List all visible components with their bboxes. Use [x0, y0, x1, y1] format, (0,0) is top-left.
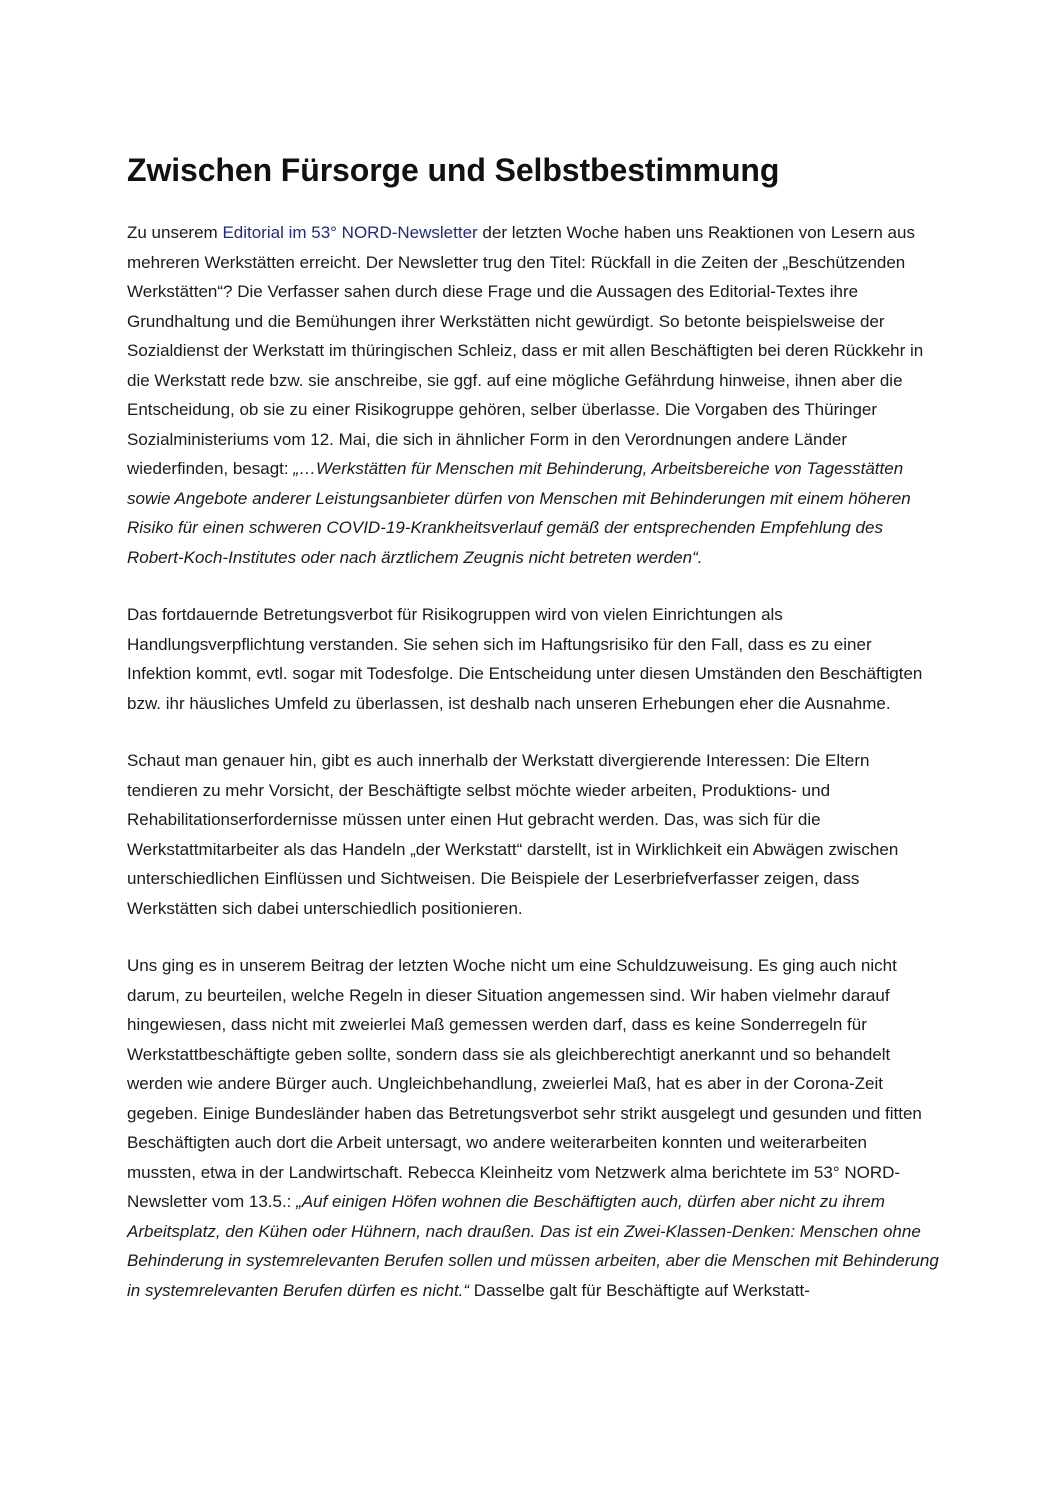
paragraph-1-body: der letzten Woche haben uns Reaktionen von Lesern aus mehreren Werkstätten erreicht. Der Newsletter trug den Titel: Rückfall in die Zeiten der „Beschützenden Werkstätten“? Die Verfasser sahen durch diese Frage und die Aussagen des Editorial-Textes ihre Grundhaltung und die Bemühungen ihrer Werkstätten nicht gewürdigt. So betonte beispielsweise der Sozialdienst der Werkstatt im thüringischen Schleiz, dass er mit allen Beschäftigten bei deren Rückkehr in die Werkstatt rede bzw. sie anschreibe, sie ggf. auf eine mögliche Gefährdung hinweise, ihnen aber die Entscheidung, ob sie zu einer Risikogruppe gehören, selber überlasse. Die Vorgaben des Thüringer Sozialministeriums vom 12. Mai, die sich in ähnlicher Form in den Verordnungen andere Länder wiederfinden, besagt:	[127, 223, 924, 478]
paragraph-4	[127, 951, 939, 1305]
editorial-link[interactable]: Editorial im 53° NORD-Newsletter	[222, 223, 478, 242]
paragraph-2: Das fortdauernde Betretungsverbot für Risikogruppen wird von vielen Einrichtungen als Handlungsverpflichtung verstanden. Sie sehen sich im Haftungsrisiko für den Fall, dass es zu einer Infektion kommt, evtl. sogar mit Todesfolge. Die Entscheidung unter diesen Umständen den Beschäftigten bzw. ihr häusliches Umfeld zu überlassen, ist deshalb nach unseren Erhebungen eher die Ausnahme.	[127, 605, 923, 713]
paragraph-4-body: Uns ging es in unserem Beitrag der letzten Woche nicht um eine Schuldzuweisung. Es ging auch nicht darum, zu beurteilen, welche Regeln in dieser Situation angemessen sind. Wir haben vielmehr darauf hingewiesen, dass nicht mit zweierlei Maß gemessen werden darf, dass es keine Sonderregeln für Werkstattbeschäftigte geben sollte, sondern dass sie als gleichberechtigt anerkannt und so behandelt werden wie andere Bürger auch. Ungleichbehandlung, zweierlei Maß, hat es aber in der Corona-Zeit gegeben. Einige Bundesländer haben das Betretungsverbot sehr strikt ausgelegt und gesunden und fitten Beschäftigten auch dort die Arbeit untersagt, wo andere weiterarbeiten konnten und weiterarbeiten mussten, etwa in der Landwirtschaft. Rebecca Kleinheitz vom Netzwerk alma berichtete im 53° NORD- Newsletter vom 13.5.:	[127, 956, 922, 1211]
article-title: Zwischen Fürsorge und Selbstbestimmung	[127, 152, 780, 188]
kleinheitz-quote: „Auf einigen Höfen wohnen die Beschäftigten auch, dürfen aber nicht zu ihrem Arbeitsplatz, den Kühen oder Hühnern, nach draußen. Das ist ein Zwei-Klassen-Denken: Menschen ohne Behinderung in systemrelevanten Berufen sollen und müssen arbeiten, aber die Menschen mit Behinderung in systemrelevanten Berufen dürfen es nicht.“	[127, 1192, 939, 1300]
paragraph-3: Schaut man genauer hin, gibt es auch innerhalb der Werkstatt divergierende Interessen: Die Eltern tendieren zu mehr Vorsicht, der Beschäftigte selbst möchte wieder arbeiten, Produktions- und Rehabilitationserfordernisse müssen unter einen Hut gebracht werden. Das, was sich für die Werkstattmitarbeiter als das Handeln „der Werkstatt“ darstellt, ist in Wirklichkeit ein Abwägen zwischen unterschiedlichen Einflüssen und Sichtweisen. Die Beispiele der Leserbriefverfasser zeigen, dass Werkstätten sich dabei unterschiedlich positionieren.	[127, 751, 899, 918]
paragraph-1-intro: Zu unserem	[127, 223, 223, 242]
paragraph-1	[127, 218, 939, 572]
document-page	[127, 150, 939, 1305]
paragraph-4-continuation: Dasselbe galt für Beschäftigte auf Werkstatt-	[469, 1280, 810, 1300]
ministry-quote: „…Werkstätten für Menschen mit Behinderung, Arbeitsbereiche von Tagesstätten sowie Angebote anderer Leistungsanbieter dürfen von Menschen mit Behinderungen mit einem höheren Risiko für einen schweren COVID-19-Krankheitsverlauf gemäß der entsprechenden Empfehlung des Robert-Koch-Institutes oder nach ärztlichem Zeugnis nicht betreten werden“.	[127, 459, 911, 567]
